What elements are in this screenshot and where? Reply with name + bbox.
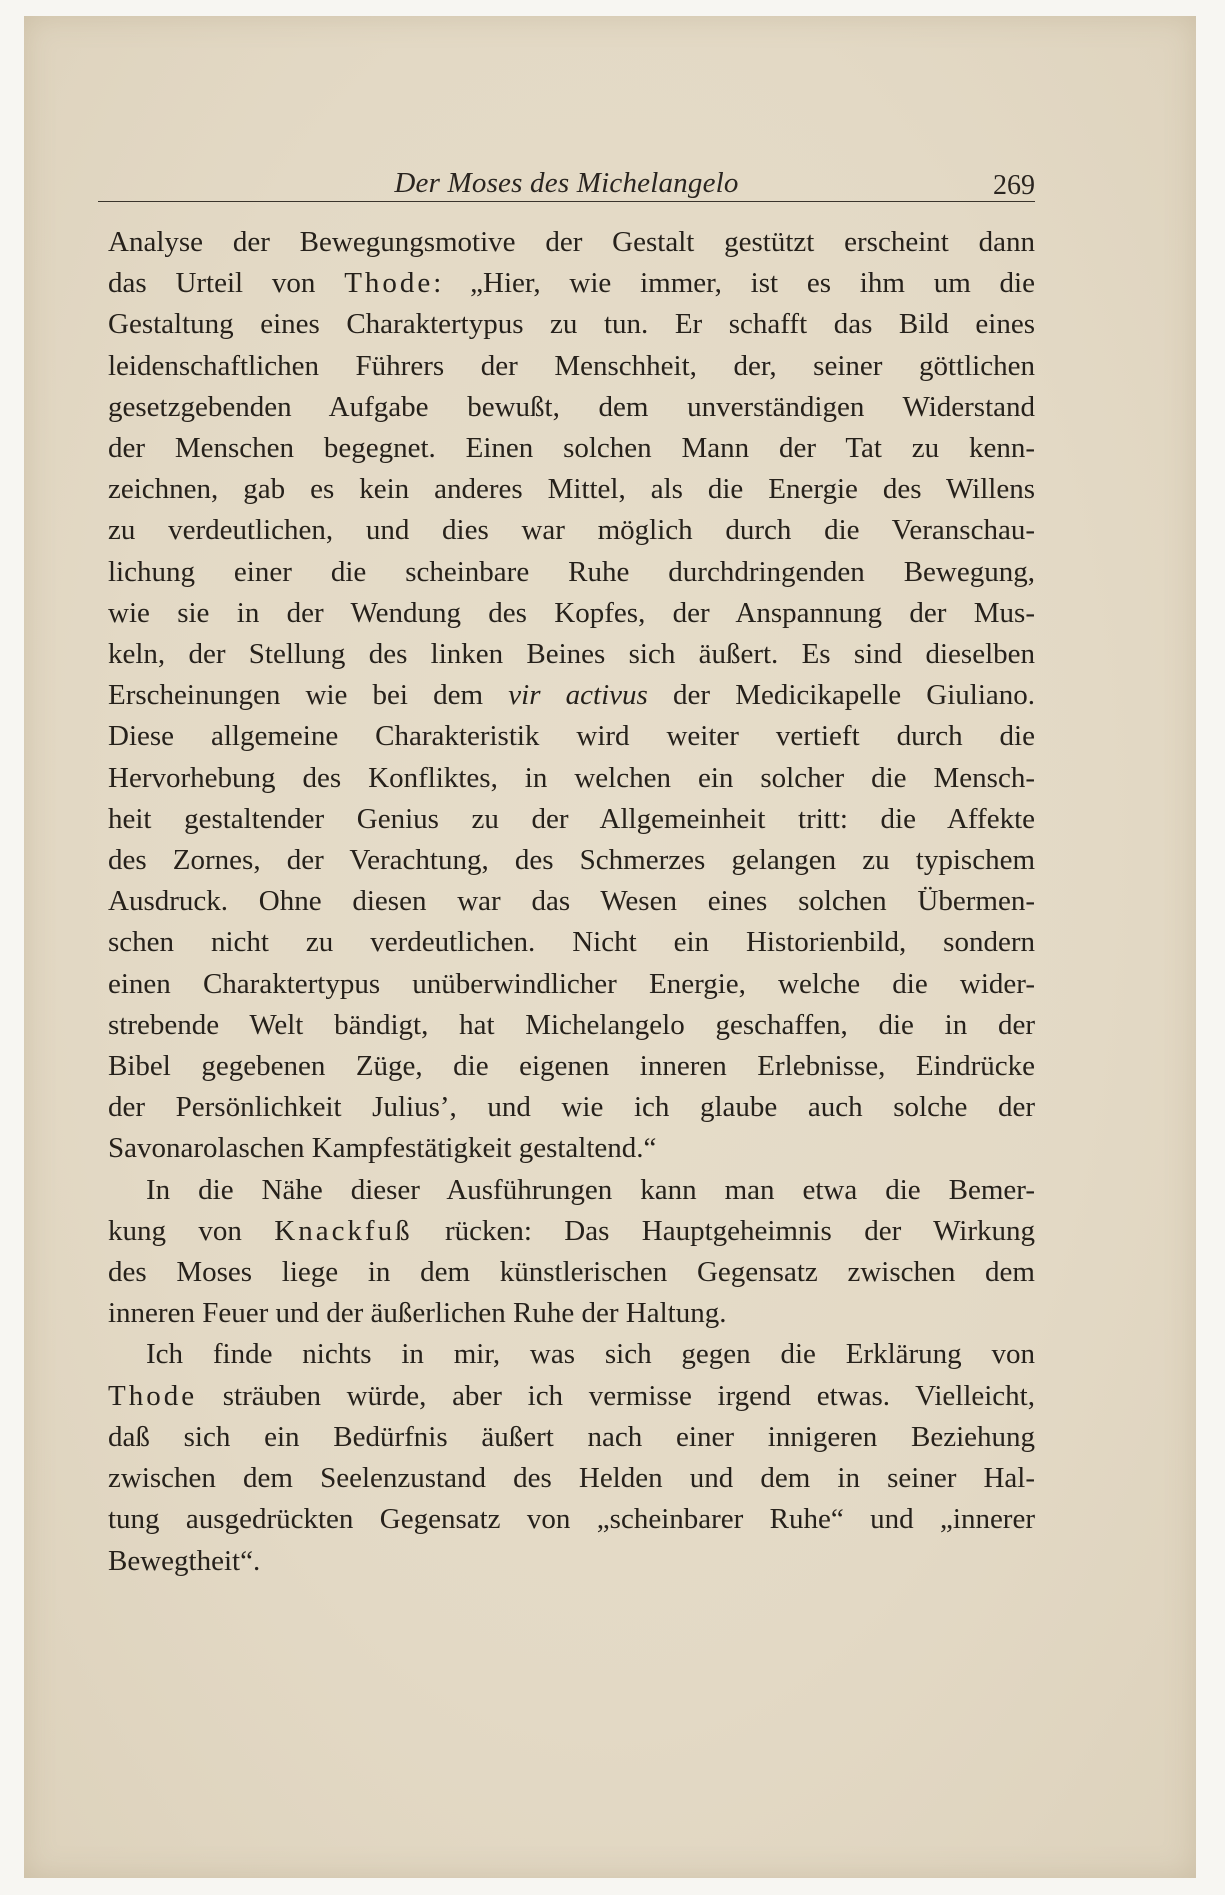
text-line bbox=[108, 634, 1035, 675]
text-line bbox=[108, 922, 1035, 963]
running-head bbox=[98, 167, 1035, 199]
body-text bbox=[108, 222, 1035, 1582]
text-run: Ausdruck. Ohne diesen war das Wesen eines solchen Übermen- bbox=[108, 885, 1035, 918]
text-run: inneren Feuer und der äußerlichen Ruhe der Haltung. bbox=[108, 1297, 727, 1330]
author-name: Knackfuß bbox=[274, 1214, 413, 1247]
author-name: Thode bbox=[108, 1379, 198, 1412]
text-run: zu verdeutlichen, und dies war möglich durch die Veranschau- bbox=[108, 514, 1035, 547]
text-line bbox=[108, 1334, 1035, 1375]
text-run: des Moses liege in dem künstlerischen Gegensatz zwischen dem bbox=[108, 1256, 1035, 1289]
text-run: der Persönlichkeit Julius’, und wie ich glaube auch solche der bbox=[108, 1091, 1035, 1124]
text-run: zwischen dem Seelenzustand des Helden und dem in seiner Hal- bbox=[108, 1462, 1035, 1495]
text-run: das Urteil von bbox=[108, 267, 345, 300]
text-line bbox=[108, 1170, 1035, 1211]
text-run: daß sich ein Bedürfnis äußert nach einer innigeren Beziehung bbox=[108, 1420, 1035, 1453]
text-run: Bewegtheit“. bbox=[108, 1544, 261, 1577]
text-run: Gestaltung eines Charaktertypus zu tun. Er schafft das Bild eines bbox=[108, 308, 1035, 341]
text-run: : „Hier, wie immer, ist es ihm um die bbox=[433, 267, 1035, 300]
text-run: wie sie in der Wendung des Kopfes, der Anspannung der Mus- bbox=[108, 596, 1035, 629]
text-line bbox=[108, 881, 1035, 922]
text-run: Erscheinungen wie bei dem bbox=[108, 679, 509, 712]
text-line bbox=[108, 469, 1035, 510]
text-run: zeichnen, gab es kein anderes Mittel, als die Energie des Willens bbox=[108, 473, 1035, 506]
text-line bbox=[108, 304, 1035, 345]
text-line bbox=[108, 716, 1035, 757]
text-line bbox=[108, 1541, 1035, 1582]
text-line bbox=[108, 222, 1035, 263]
text-run: des Zornes, der Verachtung, des Schmerzes gelangen zu typischem bbox=[108, 844, 1035, 877]
text-run: In die Nähe dieser Ausführungen kann man etwa die Bemer- bbox=[146, 1173, 1035, 1206]
text-line bbox=[108, 1005, 1035, 1046]
text-line bbox=[108, 675, 1035, 716]
text-run: lichung einer die scheinbare Ruhe durchdringenden Bewegung, bbox=[108, 555, 1035, 588]
text-run: leidenschaftlichen Führers der Menschheit, der, seiner göttlichen bbox=[108, 349, 1035, 382]
text-run: Bibel gegebenen Züge, die eigenen inneren Erlebnisse, Eindrücke bbox=[108, 1050, 1035, 1083]
italic-term: vir activus bbox=[508, 679, 648, 712]
text-run: rücken: Das Hauptgeheimnis der Wirkung bbox=[412, 1214, 1036, 1247]
text-line bbox=[108, 1087, 1035, 1128]
page-number: 269 bbox=[993, 170, 1035, 201]
text-line bbox=[108, 593, 1035, 634]
text-line bbox=[108, 1376, 1035, 1417]
text-run: gesetzgebenden Aufgabe bewußt, dem unverständigen Widerstand bbox=[108, 390, 1035, 423]
text-line bbox=[108, 510, 1035, 551]
text-run: keln, der Stellung des linken Beines sich äußert. Es sind dieselben bbox=[108, 638, 1035, 671]
text-run: der Medicikapelle Giuliano. bbox=[647, 679, 1036, 712]
text-run: Analyse der Bewegungsmotive der Gestalt gestützt erscheint dann bbox=[108, 226, 1035, 258]
text-line bbox=[108, 1211, 1035, 1252]
text-line bbox=[108, 1252, 1035, 1293]
text-line bbox=[108, 758, 1035, 799]
text-line bbox=[108, 552, 1035, 593]
text-run: der Menschen begegnet. Einen solchen Mann der Tat zu kenn- bbox=[108, 432, 1035, 465]
text-line bbox=[108, 964, 1035, 1005]
text-line bbox=[108, 387, 1035, 428]
text-line bbox=[108, 1458, 1035, 1499]
text-run: Hervorhebung des Konfliktes, in welchen ein solcher die Mensch- bbox=[108, 761, 1035, 794]
text-run: einen Charaktertypus unüberwindlicher Energie, welche die wider- bbox=[108, 967, 1035, 1000]
text-run: sträuben würde, aber ich vermisse irgend etwas. Vielleicht, bbox=[197, 1379, 1035, 1412]
text-line bbox=[108, 1293, 1035, 1334]
author-name: Thode bbox=[344, 267, 434, 300]
paragraph bbox=[108, 1334, 1035, 1581]
text-run: tung ausgedrückten Gegensatz von „scheinbarer Ruhe“ und „innerer bbox=[108, 1503, 1035, 1536]
header-rule bbox=[98, 201, 1035, 202]
paragraph bbox=[108, 222, 1035, 1170]
text-line bbox=[108, 1128, 1035, 1169]
text-run: Ich finde nichts in mir, was sich gegen die Erklärung von bbox=[146, 1338, 1035, 1371]
text-run: Savonarolaschen Kampfestätigkeit gestaltend.“ bbox=[108, 1132, 657, 1165]
text-run: heit gestaltender Genius zu der Allgemeinheit tritt: die Affekte bbox=[108, 802, 1035, 835]
text-line bbox=[108, 1499, 1035, 1540]
running-title: Der Moses des Michelangelo bbox=[394, 167, 739, 199]
text-line bbox=[108, 1417, 1035, 1458]
text-run: schen nicht zu verdeutlichen. Nicht ein Historienbild, sondern bbox=[108, 926, 1035, 959]
text-run: Diese allgemeine Charakteristik wird weiter vertieft durch die bbox=[108, 720, 1035, 753]
text-run: kung von bbox=[108, 1214, 275, 1247]
text-run: strebende Welt bändigt, hat Michelangelo geschaffen, die in der bbox=[108, 1008, 1035, 1041]
text-line bbox=[108, 428, 1035, 469]
text-line bbox=[108, 799, 1035, 840]
text-line bbox=[108, 346, 1035, 387]
text-line bbox=[108, 263, 1035, 304]
text-line bbox=[108, 840, 1035, 881]
paragraph bbox=[108, 1170, 1035, 1335]
text-line bbox=[108, 1046, 1035, 1087]
